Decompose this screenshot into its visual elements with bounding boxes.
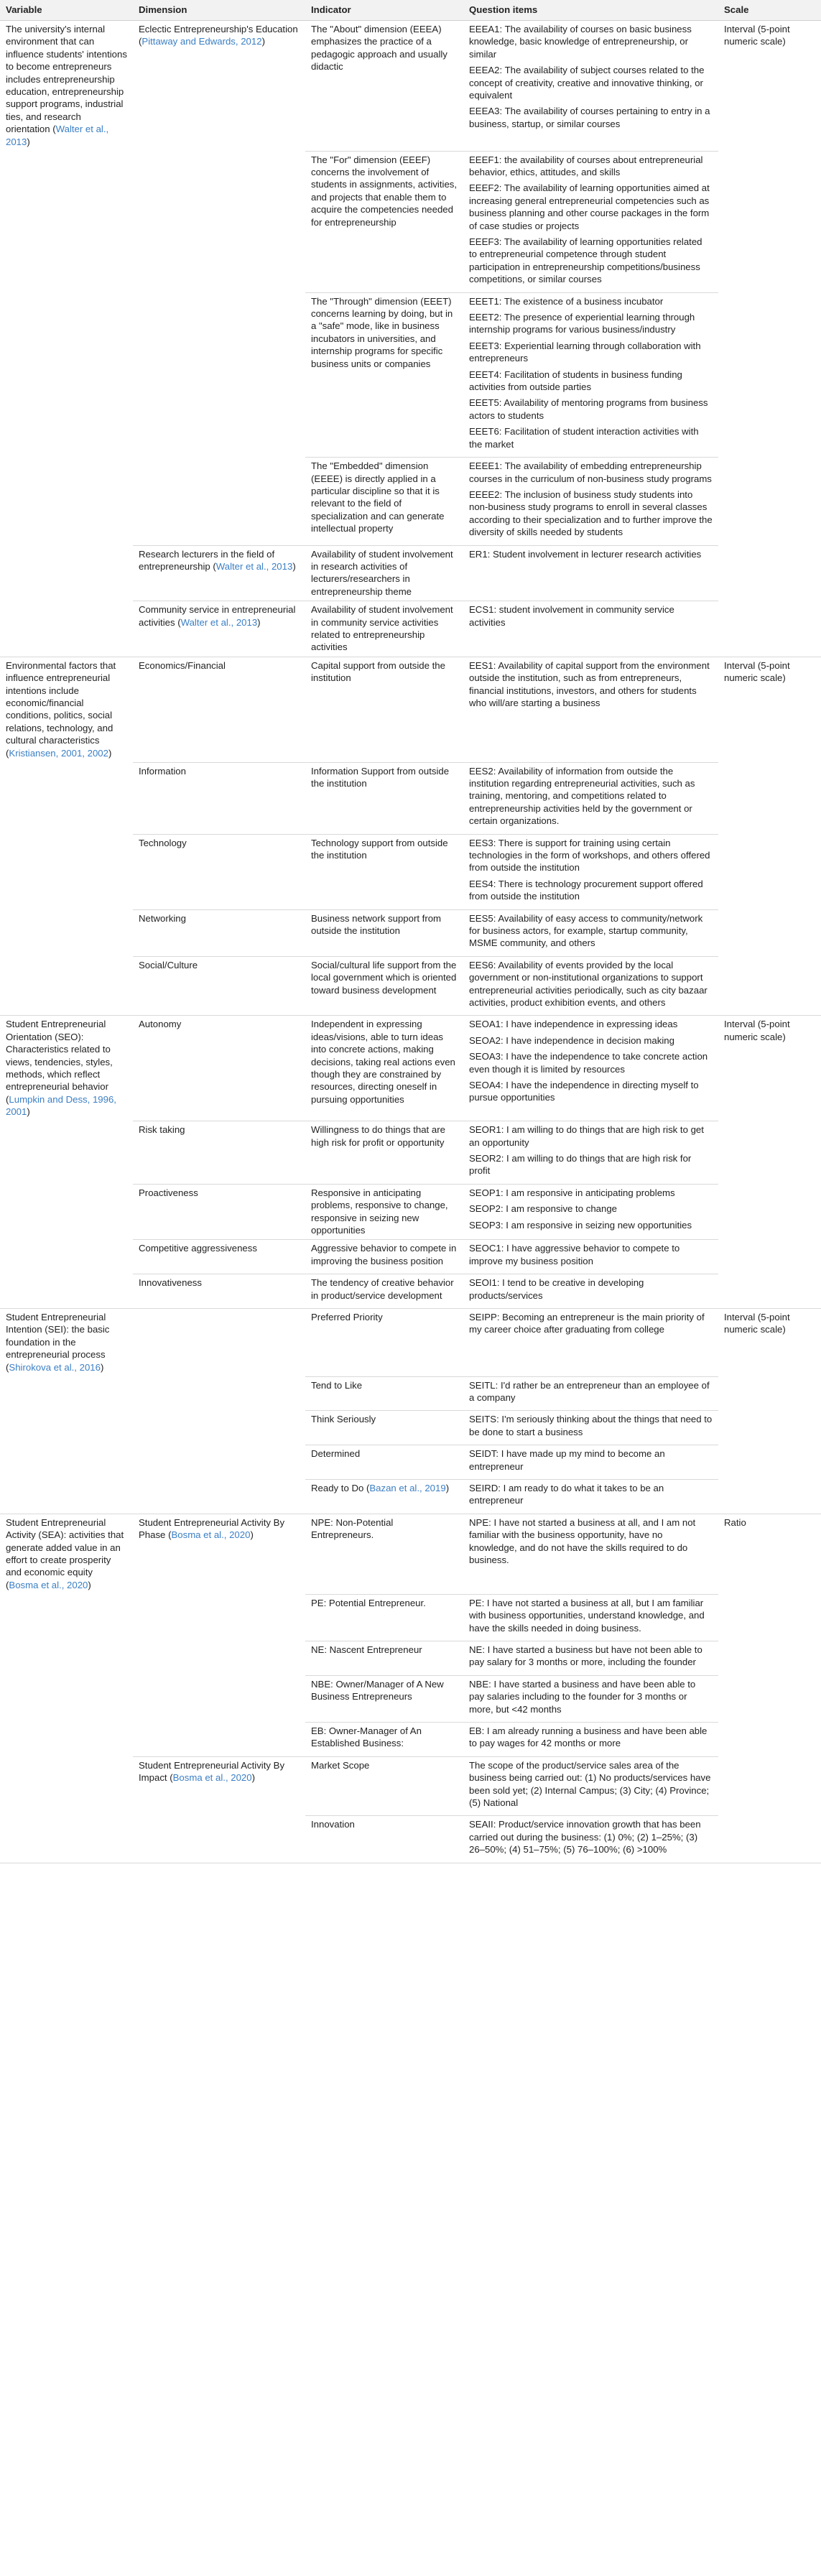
question-item: SEOC1: I have aggressive behavior to compete to improve my business position <box>469 1243 680 1266</box>
scale-cell <box>718 909 821 956</box>
question-item: EES5: Availability of easy access to community/network for business actors, for example, startup community, MSME community, and others <box>469 912 703 949</box>
question-item: SEAII: Product/service innovation growth that has been carried out during the business: (1) 0%; (2) 1–25%; (3) 26–50%; (4) 51–75%; (5) 76–100%; (6) >100% <box>469 1819 701 1855</box>
question-item: EEEF2: The availability of learning opportunities aimed at increasing general entrepreneurial competencies such as business planning and other course packages in the form of case studies or projects <box>469 182 710 231</box>
dimension-cell <box>133 1121 305 1185</box>
variable-citation: Kristiansen, 2001, 2002 <box>9 747 108 759</box>
dimension-text: Student Entrepreneurial Activity By Phase <box>139 1516 285 1541</box>
indicator-text: The "About" dimension (EEEA) emphasizes the practice of a pedagogic approach and usually didactic <box>311 24 447 73</box>
question-item: EEEF1: the availability of courses about entrepreneurial behavior, ethics, attitudes, and skills <box>469 154 703 177</box>
indicator-text: Ready to Do <box>311 1483 364 1494</box>
dimension-citation: Walter et al., 2013 <box>180 616 258 628</box>
dimension-text: Competitive aggressiveness <box>139 1243 257 1254</box>
table-row <box>0 458 821 545</box>
question-item: EEET6: Facilitation of student interaction activities with the market <box>469 426 699 450</box>
question-items-cell <box>463 1240 718 1274</box>
question-items-cell <box>463 1594 718 1641</box>
variable-cell <box>0 1376 133 1411</box>
dimension-cell: Eclectic Entrepreneurship's Education (Pittaway and Edwards, 2012) <box>139 24 298 47</box>
dimension-cell <box>133 151 305 292</box>
scale-text: Interval (5-point numeric scale) <box>724 659 790 684</box>
question-item: SEOR1: I am willing to do things that are high risk to get an opportunity <box>469 1124 704 1148</box>
question-items-cell <box>463 956 718 1016</box>
scale-text: Interval (5-point numeric scale) <box>724 24 790 47</box>
table-row <box>0 1240 821 1274</box>
indicator-text: NE: Nascent Entrepreneur <box>311 1644 422 1655</box>
indicator-cell <box>305 1445 463 1480</box>
question-items-cell <box>463 1723 718 1757</box>
table-row <box>0 21 821 152</box>
dimension-cell <box>133 1376 305 1411</box>
question-items-cell <box>463 1411 718 1445</box>
dimension-text: Information <box>139 765 186 777</box>
question-item: SEOA1: I have independence in expressing ideas <box>469 1019 678 1030</box>
indicator-citation: Bazan et al., 2019 <box>369 1483 446 1494</box>
indicator-text: Preferred Priority <box>311 1312 383 1323</box>
scale-cell <box>718 1641 821 1676</box>
question-item: EEET4: Facilitation of students in business funding activities from outside parties <box>469 369 682 393</box>
indicator-cell <box>305 1756 463 1816</box>
table-row <box>0 1641 821 1676</box>
indicator-cell <box>305 601 463 657</box>
scale-cell <box>718 834 821 909</box>
variable-cell <box>0 909 133 956</box>
question-item: SEOI1: I tend to be creative in developing products/services <box>469 1277 644 1301</box>
indicator-text: EB: Owner-Manager of An Established Business: <box>311 1725 422 1749</box>
table-header <box>0 0 821 21</box>
question-items-cell <box>463 545 718 601</box>
question-item: SEITL: I'd rather be an entrepreneur than an employee of a company <box>469 1379 710 1403</box>
variable-cell <box>0 956 133 1016</box>
scale-cell <box>718 1675 821 1722</box>
indicator-cell <box>305 1514 463 1594</box>
indicator-cell: Ready to Do (Bazan et al., 2019) <box>305 1480 463 1514</box>
variable-cell <box>0 1240 133 1274</box>
question-items-cell <box>463 1675 718 1722</box>
table-row <box>0 956 821 1016</box>
indicator-text: Business network support from outside the institution <box>311 912 442 936</box>
indicator-cell <box>305 1121 463 1185</box>
dimension-cell <box>133 1309 305 1377</box>
variable-citation: Shirokova et al., 2016 <box>9 1361 101 1373</box>
indicator-text: Willingness to do things that are high risk for profit or opportunity <box>311 1124 445 1148</box>
variable-cell <box>0 151 133 292</box>
question-items-cell <box>463 1641 718 1676</box>
indicator-cell <box>305 1240 463 1274</box>
indicator-cell <box>305 657 463 762</box>
question-item: EEEA1: The availability of courses on basic business knowledge, basic knowledge of entrepreneurship, or similar <box>469 24 692 60</box>
variable-text: Student Entrepreneurial Orientation (SEO): Characteristics related to views, tendencies, styles, methods, which reflect entrepreneurial behavior <box>6 1019 113 1093</box>
scale-cell <box>718 458 821 545</box>
indicator-text: Availability of student involvement in research activities of lecturers/researchers in entrepreneurship theme <box>311 548 453 597</box>
question-item: EEET3: Experiential learning through collaboration with entrepreneurs <box>469 340 701 364</box>
dimension-cell <box>133 762 305 834</box>
dimension-cell <box>133 1594 305 1641</box>
question-items-cell <box>463 762 718 834</box>
indicator-text: Think Seriously <box>311 1414 376 1425</box>
table-row <box>0 1675 821 1722</box>
dimension-cell <box>133 909 305 956</box>
question-item: EEEA2: The availability of subject courses related to the concept of creativity, creative and innovative thinking, or equivalent <box>469 65 705 101</box>
dimension-cell: Student Entrepreneurial Activity By Impact (Bosma et al., 2020) <box>139 1759 285 1784</box>
variable-cell <box>0 762 133 834</box>
indicator-header: Indicator <box>305 0 463 21</box>
question-items-cell <box>463 1016 718 1121</box>
dimension-text: Research lecturers in the field of entrepreneurship <box>139 548 275 572</box>
question-item: SEIPP: Becoming an entrepreneur is the main priority of my career choice after graduating from college <box>469 1312 705 1335</box>
dimension-cell <box>133 1641 305 1676</box>
table-row <box>0 1184 821 1240</box>
question-item: EEET5: Availability of mentoring programs from business actors to students <box>469 397 708 421</box>
table-row <box>0 1411 821 1445</box>
indicator-text: Availability of student involvement in community service activities related to entrepreneurship activities <box>311 604 453 653</box>
question-item: EEET2: The presence of experiential learning through internship programs for various business/industry <box>469 312 695 335</box>
table-row <box>0 1274 821 1309</box>
indicator-text: NPE: Non-Potential Entrepreneurs. <box>311 1516 394 1541</box>
scale-cell <box>718 1723 821 1757</box>
variable-cell <box>0 1641 133 1676</box>
table-row <box>0 1121 821 1185</box>
indicator-cell <box>305 21 463 152</box>
dimension-cell <box>133 1184 305 1240</box>
question-items-cell <box>463 1376 718 1411</box>
question-items-cell <box>463 292 718 457</box>
dimension-text: Networking <box>139 912 186 924</box>
question-items-cell <box>463 1274 718 1309</box>
variable-cell: Environmental factors that influence entrepreneurial intentions include economic/financial conditions, politics, social relations, technology, and cultural characteristics (Kristiansen, 2001, 2002) <box>6 659 116 759</box>
dimension-cell <box>133 1016 305 1121</box>
question-item: ER1: Student involvement in lecturer research activities <box>469 548 702 560</box>
dimension-text: Student Entrepreneurial Activity By Impact <box>139 1759 285 1784</box>
scale-cell <box>718 21 821 152</box>
indicator-text: The "Embedded" dimension (EEEE) is directly applied in a particular discipline so that it is relevant to the field of specialization and can generate intellectual property <box>311 460 445 534</box>
indicator-text: Capital support from outside the institution <box>311 659 445 684</box>
scale-cell <box>718 1445 821 1480</box>
dimension-cell <box>133 1675 305 1722</box>
header-row <box>0 0 821 21</box>
indicator-text: Independent in expressing ideas/visions, able to turn ideas into concrete actions, making decisions, taking real actions even though they are constrained by resources, directing oneself in pursuing opportunities <box>311 1019 455 1105</box>
table-row <box>0 151 821 292</box>
variable-cell <box>0 1184 133 1240</box>
question-items-cell <box>463 1514 718 1594</box>
indicator-cell <box>305 1594 463 1641</box>
question-item: EEEE2: The inclusion of business study students into non-business study programs to enroll in several classes according to their specialization and to further improve the diversity of skills needed by students <box>469 488 713 538</box>
variable-cell <box>0 1756 133 1816</box>
indicator-text: The tendency of creative behavior in product/service development <box>311 1277 454 1301</box>
dimension-header: Dimension <box>133 0 305 21</box>
question-item: SEOP3: I am responsive in seizing new opportunities <box>469 1219 692 1231</box>
dimension-citation: Walter et al., 2013 <box>215 560 293 572</box>
question-items-cell <box>463 1309 718 1377</box>
question-items-cell <box>463 1184 718 1240</box>
variable-citation: Bosma et al., 2020 <box>9 1579 88 1590</box>
variable-text: The university's internal environment that can influence students' intentions to become entrepreneurs includes entrepreneurship education, entrepreneurship support programs, industrial ties, and research orientation <box>6 24 127 135</box>
question-item: NBE: I have started a business and have been able to pay salaries including to the founder for 3 months or more, but <42 months <box>469 1678 696 1715</box>
indicator-text: Social/cultural life support from the local government which is oriented toward business development <box>311 959 457 996</box>
scale-cell <box>718 956 821 1016</box>
dimension-cell: Research lecturers in the field of entrepreneurship (Walter et al., 2013) <box>133 545 305 601</box>
scale-cell <box>718 1184 821 1240</box>
question-items-cell <box>463 601 718 657</box>
indicator-text: Aggressive behavior to compete in improving the business position <box>311 1243 457 1266</box>
variable-text: Student Entrepreneurial Intention (SEI): the basic foundation in the entrepreneurial process <box>6 1312 110 1361</box>
table-row <box>0 1594 821 1641</box>
variable-cell <box>0 1411 133 1445</box>
dimension-cell: Community service in entrepreneurial activities (Walter et al., 2013) <box>133 601 305 657</box>
question-item: NPE: I have not started a business at all, and I am not familiar with the business opportunity, have no knowledge, and do not have the skills required to do business. <box>469 1516 696 1566</box>
indicator-text: Tend to Like <box>311 1379 363 1391</box>
indicator-cell <box>305 1376 463 1411</box>
question-item: EEEA3: The availability of courses pertaining to entry in a business, startup, or similar courses <box>469 106 710 129</box>
question-item: EES1: Availability of capital support from the environment outside the institution, such as from entrepreneurs, financial institutions, investors, and others for students who will/are starting a business <box>469 659 710 708</box>
variable-text: Student Entrepreneurial Activity (SEA): activities that generate added value in an effort to create prosperity and economic equity <box>6 1516 124 1578</box>
dimension-cell <box>133 1723 305 1757</box>
question-item: PE: I have not started a business at all, but I am familiar with business opportunities, understand knowledge, and have the skills needed in doing business. <box>469 1597 705 1634</box>
indicator-cell <box>305 1016 463 1121</box>
question-item: EES6: Availability of events provided by the local government or non-institutional organizations to support entrepreneurial activities periodically, such as city bazaar activities, product exhibition events, and others <box>469 959 708 1009</box>
indicator-cell <box>305 1184 463 1240</box>
question-item: ECS1: student involvement in community service activities <box>469 604 674 628</box>
dimension-text: Risk taking <box>139 1124 185 1136</box>
indicator-text: Determined <box>311 1448 361 1460</box>
scale-cell <box>718 1240 821 1274</box>
variable-cell <box>0 1675 133 1722</box>
scale-cell <box>718 1514 821 1594</box>
variable-cell <box>0 601 133 657</box>
indicator-cell <box>305 1723 463 1757</box>
indicator-cell <box>305 1274 463 1309</box>
question-item: EB: I am already running a business and have been able to pay wages for 42 months or more <box>469 1725 708 1749</box>
variable-cell <box>0 834 133 909</box>
variable-cell <box>0 458 133 545</box>
question-item: SEITS: I'm seriously thinking about the things that need to be done to start a business <box>469 1414 713 1437</box>
scale-cell <box>718 1594 821 1641</box>
question-item: SEIRD: I am ready to do what it takes to be an entrepreneur <box>469 1483 664 1506</box>
variable-cell <box>0 1274 133 1309</box>
scale-text: Interval (5-point numeric scale) <box>724 1019 790 1042</box>
question-items-cell <box>463 1756 718 1816</box>
table-row <box>0 1016 821 1121</box>
indicator-text: Responsive in anticipating problems, responsive to change, responsive in seizing new opportunities <box>311 1187 448 1236</box>
question-items-cell <box>463 21 718 152</box>
scale-cell <box>718 601 821 657</box>
indicator-text: Innovation <box>311 1819 355 1830</box>
indicator-cell <box>305 292 463 457</box>
scale-cell <box>718 1480 821 1514</box>
indicator-text: PE: Potential Entrepreneur. <box>311 1597 426 1608</box>
question-item: SEOR2: I am willing to do things that are high risk for profit <box>469 1153 692 1177</box>
dimension-citation: Bosma et al., 2020 <box>172 1772 252 1784</box>
question-item: SEOP1: I am responsive in anticipating problems <box>469 1187 675 1198</box>
scale-text: Ratio <box>724 1516 746 1528</box>
dimension-cell <box>133 1274 305 1309</box>
scale-cell <box>718 292 821 457</box>
indicator-text: Market Scope <box>311 1759 370 1771</box>
table-row <box>0 762 821 834</box>
scale-cell <box>718 151 821 292</box>
indicator-cell <box>305 1675 463 1722</box>
indicator-cell <box>305 545 463 601</box>
indicator-cell <box>305 1816 463 1863</box>
scale-cell <box>718 657 821 762</box>
question-item: EES2: Availability of information from outside the institution regarding entrepreneurial activities, such as training, mentoring, and competitions related to entrepreneurship activities held by the government or certain organizations. <box>469 765 695 827</box>
indicator-cell <box>305 458 463 545</box>
variable-cell <box>0 1445 133 1480</box>
scale-cell <box>718 1816 821 1863</box>
dimension-citation: Bosma et al., 2020 <box>171 1529 251 1541</box>
dimension-cell <box>133 1445 305 1480</box>
dimension-cell <box>133 956 305 1016</box>
scale-cell <box>718 545 821 601</box>
indicator-cell <box>305 834 463 909</box>
table-row <box>0 1480 821 1514</box>
indicator-cell <box>305 151 463 292</box>
table-row <box>0 545 821 601</box>
dimension-cell <box>133 458 305 545</box>
variable-cell <box>0 1594 133 1641</box>
dimension-citation: Pittaway and Edwards, 2012 <box>142 36 262 47</box>
variable-cell: The university's internal environment that can influence students' intentions to become entrepreneurs includes entrepreneurship education, entrepreneurship support programs, industrial ties, and research orientation (Walter et al., 2013) <box>6 24 127 147</box>
dimension-cell <box>133 1240 305 1274</box>
variable-cell: Student Entrepreneurial Activity (SEA): activities that generate added value in an effort to create prosperity and economic equity (Bosma et al., 2020) <box>6 1516 124 1590</box>
variable-header: Variable <box>0 0 133 21</box>
indicator-cell <box>305 909 463 956</box>
question-item: SEOA2: I have independence in decision making <box>469 1034 674 1046</box>
indicator-text: Information Support from outside the institution <box>311 765 450 789</box>
variable-cell: Student Entrepreneurial Intention (SEI): the basic foundation in the entrepreneurial process (Shirokova et al., 2016) <box>6 1312 110 1373</box>
indicator-cell <box>305 1411 463 1445</box>
question-items-cell <box>463 834 718 909</box>
scale-cell <box>718 1274 821 1309</box>
table-row <box>0 1309 821 1377</box>
indicator-cell <box>305 762 463 834</box>
question-item: SEOA4: I have the independence in directing myself to pursue opportunities <box>469 1080 699 1103</box>
question-items-cell <box>463 909 718 956</box>
dimension-cell <box>133 1480 305 1514</box>
table-row <box>0 1816 821 1863</box>
scale-cell <box>718 1756 821 1816</box>
question-item: EEEF3: The availability of learning opportunities related to entrepreneurial competence through student participation in entrepreneurship competitions/business competitions, or similar courses <box>469 236 702 285</box>
table-row <box>0 834 821 909</box>
scale-cell <box>718 762 821 834</box>
indicator-text: The "Through" dimension (EEET) concerns learning by doing, but in a "safe" mode, like in business incubators in universities, and internship programs for specific business units or companies <box>311 295 453 369</box>
scale-cell <box>718 1411 821 1445</box>
dimension-text: Social/Culture <box>139 959 198 970</box>
variable-cell <box>0 1723 133 1757</box>
indicator-cell <box>305 1309 463 1377</box>
question-item: EEEE1: The availability of embedding entrepreneurship courses in the curriculum of non-business study programs <box>469 460 712 484</box>
variable-citation: Lumpkin and Dess, 1996, 2001 <box>6 1093 116 1118</box>
variable-cell <box>0 292 133 457</box>
table-row <box>0 1376 821 1411</box>
dimension-text: Proactiveness <box>139 1187 198 1198</box>
question-item: SEOP2: I am responsive to change <box>469 1203 617 1215</box>
dimension-cell <box>133 834 305 909</box>
question-items-cell <box>463 458 718 545</box>
dimension-text: Eclectic Entrepreneurship's Education <box>139 24 298 34</box>
scale-cell <box>718 1016 821 1121</box>
indicator-cell <box>305 956 463 1016</box>
question-items-header: Question items <box>463 0 718 21</box>
variable-cell <box>0 1480 133 1514</box>
dimension-text: Community service in entrepreneurial activities <box>139 604 296 628</box>
table-row <box>0 1723 821 1757</box>
table-row <box>0 657 821 762</box>
question-item: SEIDT: I have made up my mind to become an entrepreneur <box>469 1448 665 1472</box>
dimension-cell <box>133 657 305 762</box>
question-item: The scope of the product/service sales area of the business being carried out: (1) No products/services have been sold yet; (2) Internal Campus; (3) City; (4) Province; (5) National <box>469 1759 711 1809</box>
table-row <box>0 292 821 457</box>
question-item: EES3: There is support for training using certain technologies in the form of workshops, and others offered from outside the institution <box>469 837 710 874</box>
indicator-text: NBE: Owner/Manager of A New Business Entrepreneurs <box>311 1678 444 1702</box>
dimension-cell <box>133 292 305 457</box>
question-item: SEOA3: I have the independence to take concrete action even though it is limited by resources <box>469 1051 708 1075</box>
table-row <box>0 601 821 657</box>
variable-cell: Student Entrepreneurial Orientation (SEO): Characteristics related to views, tendencies, styles, methods, which reflect entrepreneurial behavior (Lumpkin and Dess, 1996, 2001) <box>6 1019 116 1118</box>
table-row <box>0 1514 821 1594</box>
question-items-cell <box>463 1816 718 1863</box>
table-row <box>0 1756 821 1816</box>
question-items-cell <box>463 1445 718 1480</box>
question-item: EEET1: The existence of a business incubator <box>469 295 664 307</box>
indicator-text: Technology support from outside the institution <box>311 837 448 861</box>
question-item: NE: I have started a business but have not been able to pay salary for 3 months or more, including the founder <box>469 1644 702 1668</box>
scale-cell <box>718 1121 821 1185</box>
question-items-cell <box>463 657 718 762</box>
question-item: EES4: There is technology procurement support offered from outside the institution <box>469 878 703 902</box>
dimension-cell <box>133 1411 305 1445</box>
table-body <box>0 21 821 1863</box>
variable-citation: Walter et al., 2013 <box>6 124 109 147</box>
dimension-text: Innovativeness <box>139 1277 202 1289</box>
table-row <box>0 1445 821 1480</box>
dimension-cell: Student Entrepreneurial Activity By Phase (Bosma et al., 2020) <box>139 1516 285 1541</box>
variable-cell <box>0 545 133 601</box>
variable-cell <box>0 1816 133 1863</box>
scale-header: Scale <box>718 0 821 21</box>
question-items-cell <box>463 1121 718 1185</box>
scale-text: Interval (5-point numeric scale) <box>724 1312 790 1335</box>
variable-text: Environmental factors that influence entrepreneurial intentions include economic/financial conditions, politics, social relations, technology, and cultural characteristics <box>6 659 116 746</box>
variable-cell <box>0 1121 133 1185</box>
scale-cell <box>718 1376 821 1411</box>
indicator-cell <box>305 1641 463 1676</box>
dimension-text: Economics/Financial <box>139 659 226 671</box>
table-row <box>0 909 821 956</box>
scale-cell <box>718 1309 821 1377</box>
dimension-text: Technology <box>139 837 187 848</box>
indicator-text: The "For" dimension (EEEF) concerns the involvement of students in assignments, activities, and projects that enable them to acquire the competencies needed for entrepreneurship <box>311 154 458 228</box>
dimension-text: Autonomy <box>139 1019 182 1030</box>
dimension-cell <box>133 1816 305 1863</box>
question-items-cell <box>463 151 718 292</box>
question-items-cell <box>463 1480 718 1514</box>
